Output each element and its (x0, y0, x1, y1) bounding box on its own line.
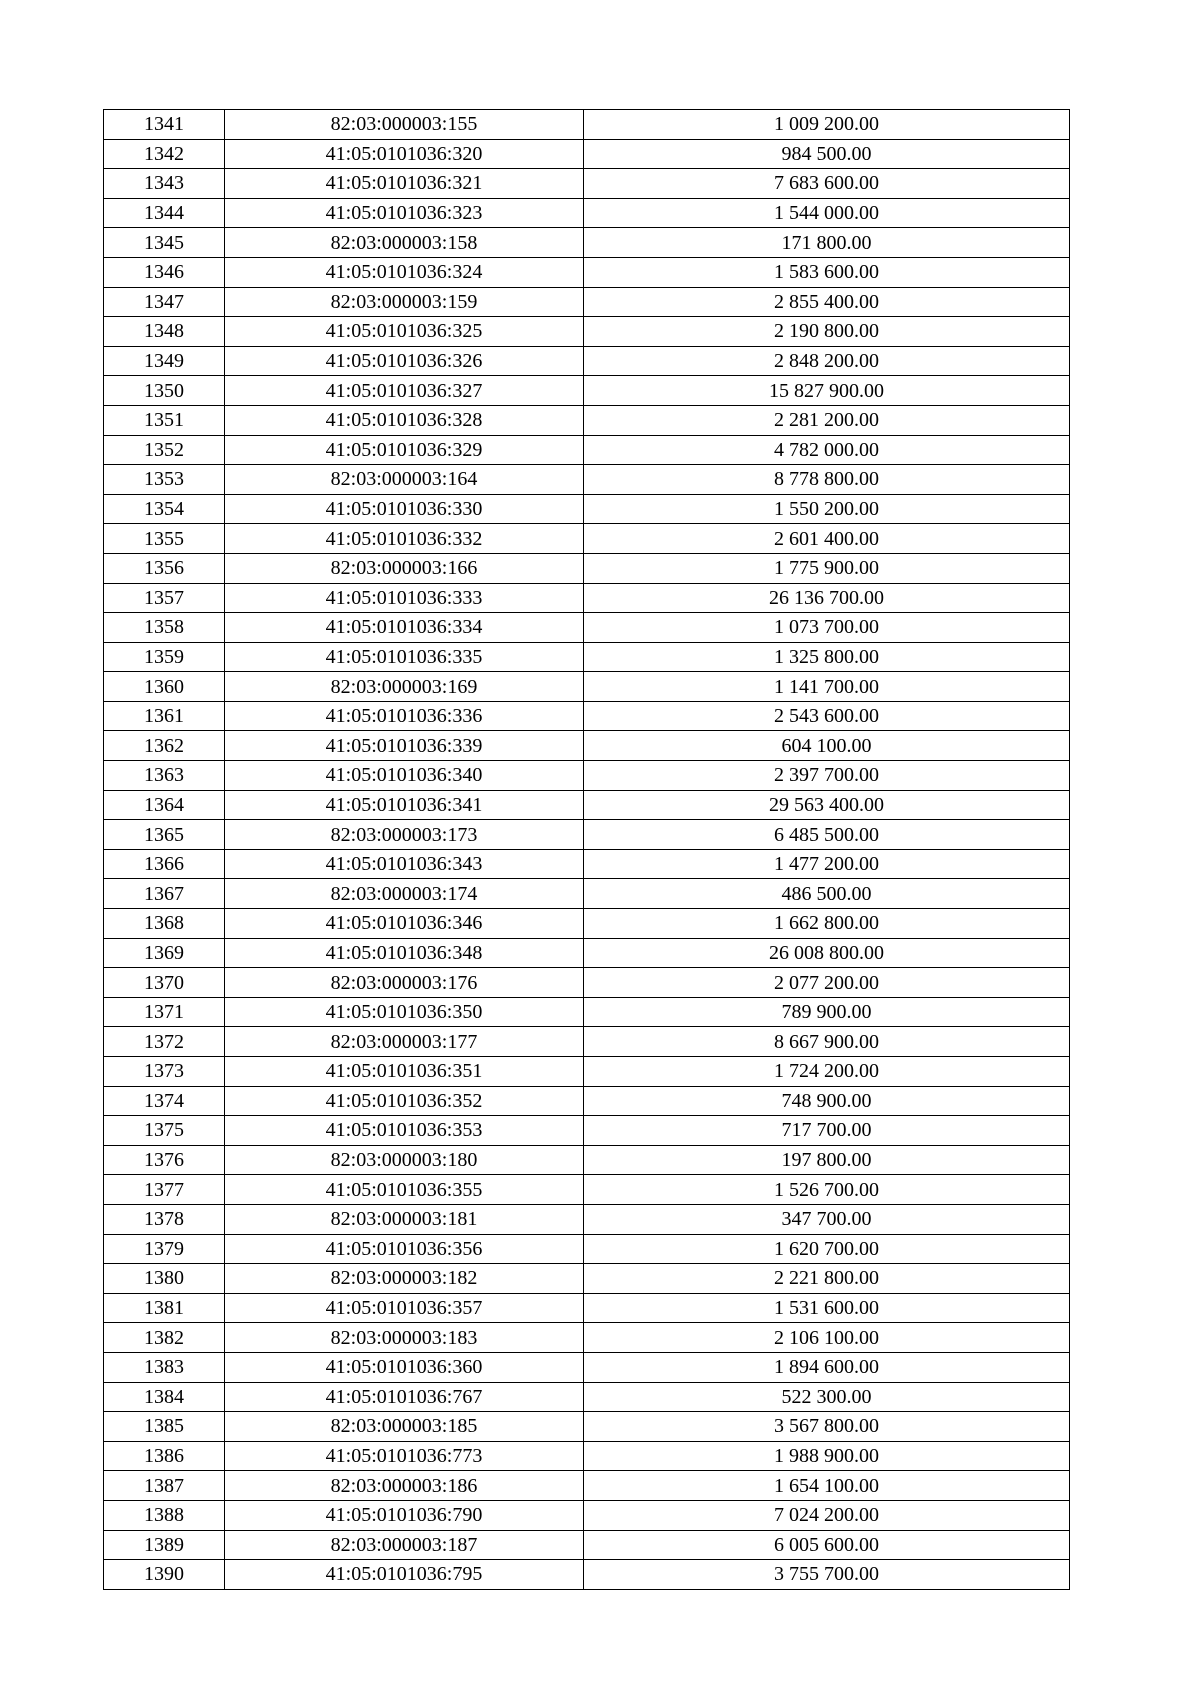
table-row (104, 997, 1070, 1027)
table-row (104, 1500, 1070, 1530)
row-number-cell: 1368 (104, 909, 225, 939)
row-number-cell: 1348 (104, 317, 225, 347)
cadastral-number-cell: 82:03:000003:159 (225, 287, 584, 317)
row-number-cell: 1388 (104, 1500, 225, 1530)
value-cell: 1 141 700.00 (584, 672, 1070, 702)
row-number-cell: 1383 (104, 1352, 225, 1382)
row-number-cell: 1366 (104, 849, 225, 879)
cadastral-number-cell: 41:05:0101036:773 (225, 1441, 584, 1471)
cadastral-number-cell: 41:05:0101036:343 (225, 849, 584, 879)
table-body (104, 110, 1070, 1590)
row-number-cell: 1353 (104, 465, 225, 495)
row-number-cell: 1382 (104, 1323, 225, 1353)
table-row (104, 435, 1070, 465)
cadastral-number-cell: 41:05:0101036:324 (225, 257, 584, 287)
cadastral-number-cell: 41:05:0101036:327 (225, 376, 584, 406)
row-number-cell: 1343 (104, 169, 225, 199)
cadastral-number-cell: 41:05:0101036:328 (225, 405, 584, 435)
table-row (104, 169, 1070, 199)
cadastral-number-cell: 41:05:0101036:348 (225, 938, 584, 968)
table-row (104, 346, 1070, 376)
cadastral-number-cell: 41:05:0101036:360 (225, 1352, 584, 1382)
value-cell: 1 724 200.00 (584, 1057, 1070, 1087)
table-row (104, 524, 1070, 554)
row-number-cell: 1371 (104, 997, 225, 1027)
table-row (104, 1264, 1070, 1294)
table-row (104, 553, 1070, 583)
value-cell: 748 900.00 (584, 1086, 1070, 1116)
table-row (104, 761, 1070, 791)
table-row (104, 1057, 1070, 1087)
value-cell: 2 397 700.00 (584, 761, 1070, 791)
row-number-cell: 1380 (104, 1264, 225, 1294)
table-row (104, 1382, 1070, 1412)
row-number-cell: 1389 (104, 1530, 225, 1560)
cadastral-number-cell: 82:03:000003:183 (225, 1323, 584, 1353)
cadastral-number-cell: 82:03:000003:166 (225, 553, 584, 583)
row-number-cell: 1364 (104, 790, 225, 820)
table-row (104, 1352, 1070, 1382)
row-number-cell: 1345 (104, 228, 225, 258)
row-number-cell: 1356 (104, 553, 225, 583)
row-number-cell: 1354 (104, 494, 225, 524)
table-row (104, 968, 1070, 998)
table-row (104, 731, 1070, 761)
value-cell: 1 550 200.00 (584, 494, 1070, 524)
cadastral-number-cell: 41:05:0101036:326 (225, 346, 584, 376)
value-cell: 197 800.00 (584, 1145, 1070, 1175)
value-cell: 1 325 800.00 (584, 642, 1070, 672)
row-number-cell: 1377 (104, 1175, 225, 1205)
row-number-cell: 1390 (104, 1560, 225, 1590)
table-row (104, 110, 1070, 140)
table-row (104, 820, 1070, 850)
table-row (104, 672, 1070, 702)
value-cell: 2 848 200.00 (584, 346, 1070, 376)
table-row (104, 1412, 1070, 1442)
value-cell: 604 100.00 (584, 731, 1070, 761)
cadastral-number-cell: 41:05:0101036:356 (225, 1234, 584, 1264)
row-number-cell: 1358 (104, 613, 225, 643)
value-cell: 2 221 800.00 (584, 1264, 1070, 1294)
value-cell: 8 778 800.00 (584, 465, 1070, 495)
table-row (104, 1204, 1070, 1234)
value-cell: 984 500.00 (584, 139, 1070, 169)
value-cell: 171 800.00 (584, 228, 1070, 258)
row-number-cell: 1381 (104, 1293, 225, 1323)
value-cell: 2 190 800.00 (584, 317, 1070, 347)
table-row (104, 583, 1070, 613)
value-cell: 29 563 400.00 (584, 790, 1070, 820)
cadastral-number-cell: 41:05:0101036:335 (225, 642, 584, 672)
row-number-cell: 1379 (104, 1234, 225, 1264)
table-row (104, 494, 1070, 524)
table-row (104, 287, 1070, 317)
table-row (104, 1175, 1070, 1205)
value-cell: 1 775 900.00 (584, 553, 1070, 583)
table-row (104, 849, 1070, 879)
cadastral-number-cell: 41:05:0101036:321 (225, 169, 584, 199)
cadastral-number-cell: 82:03:000003:176 (225, 968, 584, 998)
row-number-cell: 1361 (104, 701, 225, 731)
value-cell: 486 500.00 (584, 879, 1070, 909)
cadastral-number-cell: 82:03:000003:177 (225, 1027, 584, 1057)
value-cell: 7 024 200.00 (584, 1500, 1070, 1530)
cadastral-number-cell: 41:05:0101036:340 (225, 761, 584, 791)
table-row (104, 465, 1070, 495)
cadastral-number-cell: 82:03:000003:174 (225, 879, 584, 909)
row-number-cell: 1342 (104, 139, 225, 169)
row-number-cell: 1376 (104, 1145, 225, 1175)
cadastral-number-cell: 82:03:000003:182 (225, 1264, 584, 1294)
row-number-cell: 1346 (104, 257, 225, 287)
row-number-cell: 1352 (104, 435, 225, 465)
cadastral-number-cell: 41:05:0101036:332 (225, 524, 584, 554)
cadastral-number-cell: 41:05:0101036:790 (225, 1500, 584, 1530)
table-row (104, 1441, 1070, 1471)
table-row (104, 317, 1070, 347)
cadastral-number-cell: 41:05:0101036:323 (225, 198, 584, 228)
cadastral-number-cell: 41:05:0101036:350 (225, 997, 584, 1027)
table-row (104, 1323, 1070, 1353)
row-number-cell: 1375 (104, 1116, 225, 1146)
row-number-cell: 1384 (104, 1382, 225, 1412)
value-cell: 6 485 500.00 (584, 820, 1070, 850)
cadastral-number-cell: 41:05:0101036:320 (225, 139, 584, 169)
value-cell: 1 531 600.00 (584, 1293, 1070, 1323)
row-number-cell: 1360 (104, 672, 225, 702)
value-cell: 347 700.00 (584, 1204, 1070, 1234)
row-number-cell: 1372 (104, 1027, 225, 1057)
row-number-cell: 1349 (104, 346, 225, 376)
data-table (103, 109, 1070, 1590)
value-cell: 2 601 400.00 (584, 524, 1070, 554)
cadastral-number-cell: 41:05:0101036:355 (225, 1175, 584, 1205)
value-cell: 2 543 600.00 (584, 701, 1070, 731)
table-row (104, 790, 1070, 820)
value-cell: 717 700.00 (584, 1116, 1070, 1146)
cadastral-number-cell: 41:05:0101036:352 (225, 1086, 584, 1116)
cadastral-number-cell: 41:05:0101036:341 (225, 790, 584, 820)
cadastral-number-cell: 41:05:0101036:333 (225, 583, 584, 613)
row-number-cell: 1387 (104, 1471, 225, 1501)
cadastral-number-cell: 41:05:0101036:346 (225, 909, 584, 939)
value-cell: 26 008 800.00 (584, 938, 1070, 968)
cadastral-number-cell: 82:03:000003:181 (225, 1204, 584, 1234)
row-number-cell: 1362 (104, 731, 225, 761)
cadastral-number-cell: 41:05:0101036:334 (225, 613, 584, 643)
cadastral-number-cell: 41:05:0101036:330 (225, 494, 584, 524)
cadastral-number-cell: 82:03:000003:158 (225, 228, 584, 258)
table-row (104, 1471, 1070, 1501)
row-number-cell: 1370 (104, 968, 225, 998)
table-row (104, 1234, 1070, 1264)
value-cell: 6 005 600.00 (584, 1530, 1070, 1560)
table-row (104, 1086, 1070, 1116)
table-row (104, 938, 1070, 968)
row-number-cell: 1344 (104, 198, 225, 228)
value-cell: 1 073 700.00 (584, 613, 1070, 643)
value-cell: 1 662 800.00 (584, 909, 1070, 939)
row-number-cell: 1373 (104, 1057, 225, 1087)
table-row (104, 1530, 1070, 1560)
cadastral-number-cell: 41:05:0101036:795 (225, 1560, 584, 1590)
table-row (104, 879, 1070, 909)
table-row (104, 909, 1070, 939)
value-cell: 1 988 900.00 (584, 1441, 1070, 1471)
value-cell: 15 827 900.00 (584, 376, 1070, 406)
row-number-cell: 1363 (104, 761, 225, 791)
value-cell: 4 782 000.00 (584, 435, 1070, 465)
value-cell: 1 620 700.00 (584, 1234, 1070, 1264)
row-number-cell: 1355 (104, 524, 225, 554)
row-number-cell: 1365 (104, 820, 225, 850)
value-cell: 522 300.00 (584, 1382, 1070, 1412)
value-cell: 8 667 900.00 (584, 1027, 1070, 1057)
cadastral-number-cell: 41:05:0101036:767 (225, 1382, 584, 1412)
cadastral-number-cell: 82:03:000003:180 (225, 1145, 584, 1175)
value-cell: 2 077 200.00 (584, 968, 1070, 998)
table-row (104, 701, 1070, 731)
cadastral-number-cell: 82:03:000003:173 (225, 820, 584, 850)
table-row (104, 613, 1070, 643)
row-number-cell: 1350 (104, 376, 225, 406)
value-cell: 1 526 700.00 (584, 1175, 1070, 1205)
table-row (104, 198, 1070, 228)
cadastral-number-cell: 82:03:000003:164 (225, 465, 584, 495)
row-number-cell: 1378 (104, 1204, 225, 1234)
row-number-cell: 1341 (104, 110, 225, 140)
cadastral-number-cell: 82:03:000003:186 (225, 1471, 584, 1501)
row-number-cell: 1386 (104, 1441, 225, 1471)
table-row (104, 1027, 1070, 1057)
value-cell: 1 009 200.00 (584, 110, 1070, 140)
row-number-cell: 1369 (104, 938, 225, 968)
value-cell: 2 855 400.00 (584, 287, 1070, 317)
value-cell: 2 281 200.00 (584, 405, 1070, 435)
row-number-cell: 1385 (104, 1412, 225, 1442)
value-cell: 1 477 200.00 (584, 849, 1070, 879)
row-number-cell: 1357 (104, 583, 225, 613)
table-row (104, 1293, 1070, 1323)
value-cell: 1 583 600.00 (584, 257, 1070, 287)
cadastral-number-cell: 41:05:0101036:339 (225, 731, 584, 761)
value-cell: 7 683 600.00 (584, 169, 1070, 199)
table-row (104, 139, 1070, 169)
table-row (104, 1145, 1070, 1175)
row-number-cell: 1374 (104, 1086, 225, 1116)
row-number-cell: 1347 (104, 287, 225, 317)
row-number-cell: 1367 (104, 879, 225, 909)
cadastral-number-cell: 41:05:0101036:325 (225, 317, 584, 347)
row-number-cell: 1351 (104, 405, 225, 435)
table-row (104, 257, 1070, 287)
cadastral-number-cell: 41:05:0101036:351 (225, 1057, 584, 1087)
value-cell: 26 136 700.00 (584, 583, 1070, 613)
cadastral-number-cell: 82:03:000003:169 (225, 672, 584, 702)
row-number-cell: 1359 (104, 642, 225, 672)
value-cell: 3 567 800.00 (584, 1412, 1070, 1442)
value-cell: 3 755 700.00 (584, 1560, 1070, 1590)
cadastral-number-cell: 41:05:0101036:357 (225, 1293, 584, 1323)
value-cell: 1 544 000.00 (584, 198, 1070, 228)
value-cell: 1 894 600.00 (584, 1352, 1070, 1382)
cadastral-number-cell: 82:03:000003:155 (225, 110, 584, 140)
value-cell: 2 106 100.00 (584, 1323, 1070, 1353)
table-row (104, 642, 1070, 672)
cadastral-number-cell: 41:05:0101036:336 (225, 701, 584, 731)
table-row (104, 376, 1070, 406)
value-cell: 789 900.00 (584, 997, 1070, 1027)
table-row (104, 405, 1070, 435)
cadastral-number-cell: 82:03:000003:187 (225, 1530, 584, 1560)
cadastral-number-cell: 41:05:0101036:329 (225, 435, 584, 465)
cadastral-number-cell: 41:05:0101036:353 (225, 1116, 584, 1146)
cadastral-number-cell: 82:03:000003:185 (225, 1412, 584, 1442)
value-cell: 1 654 100.00 (584, 1471, 1070, 1501)
table-row (104, 1116, 1070, 1146)
table-row (104, 1560, 1070, 1590)
table-row (104, 228, 1070, 258)
